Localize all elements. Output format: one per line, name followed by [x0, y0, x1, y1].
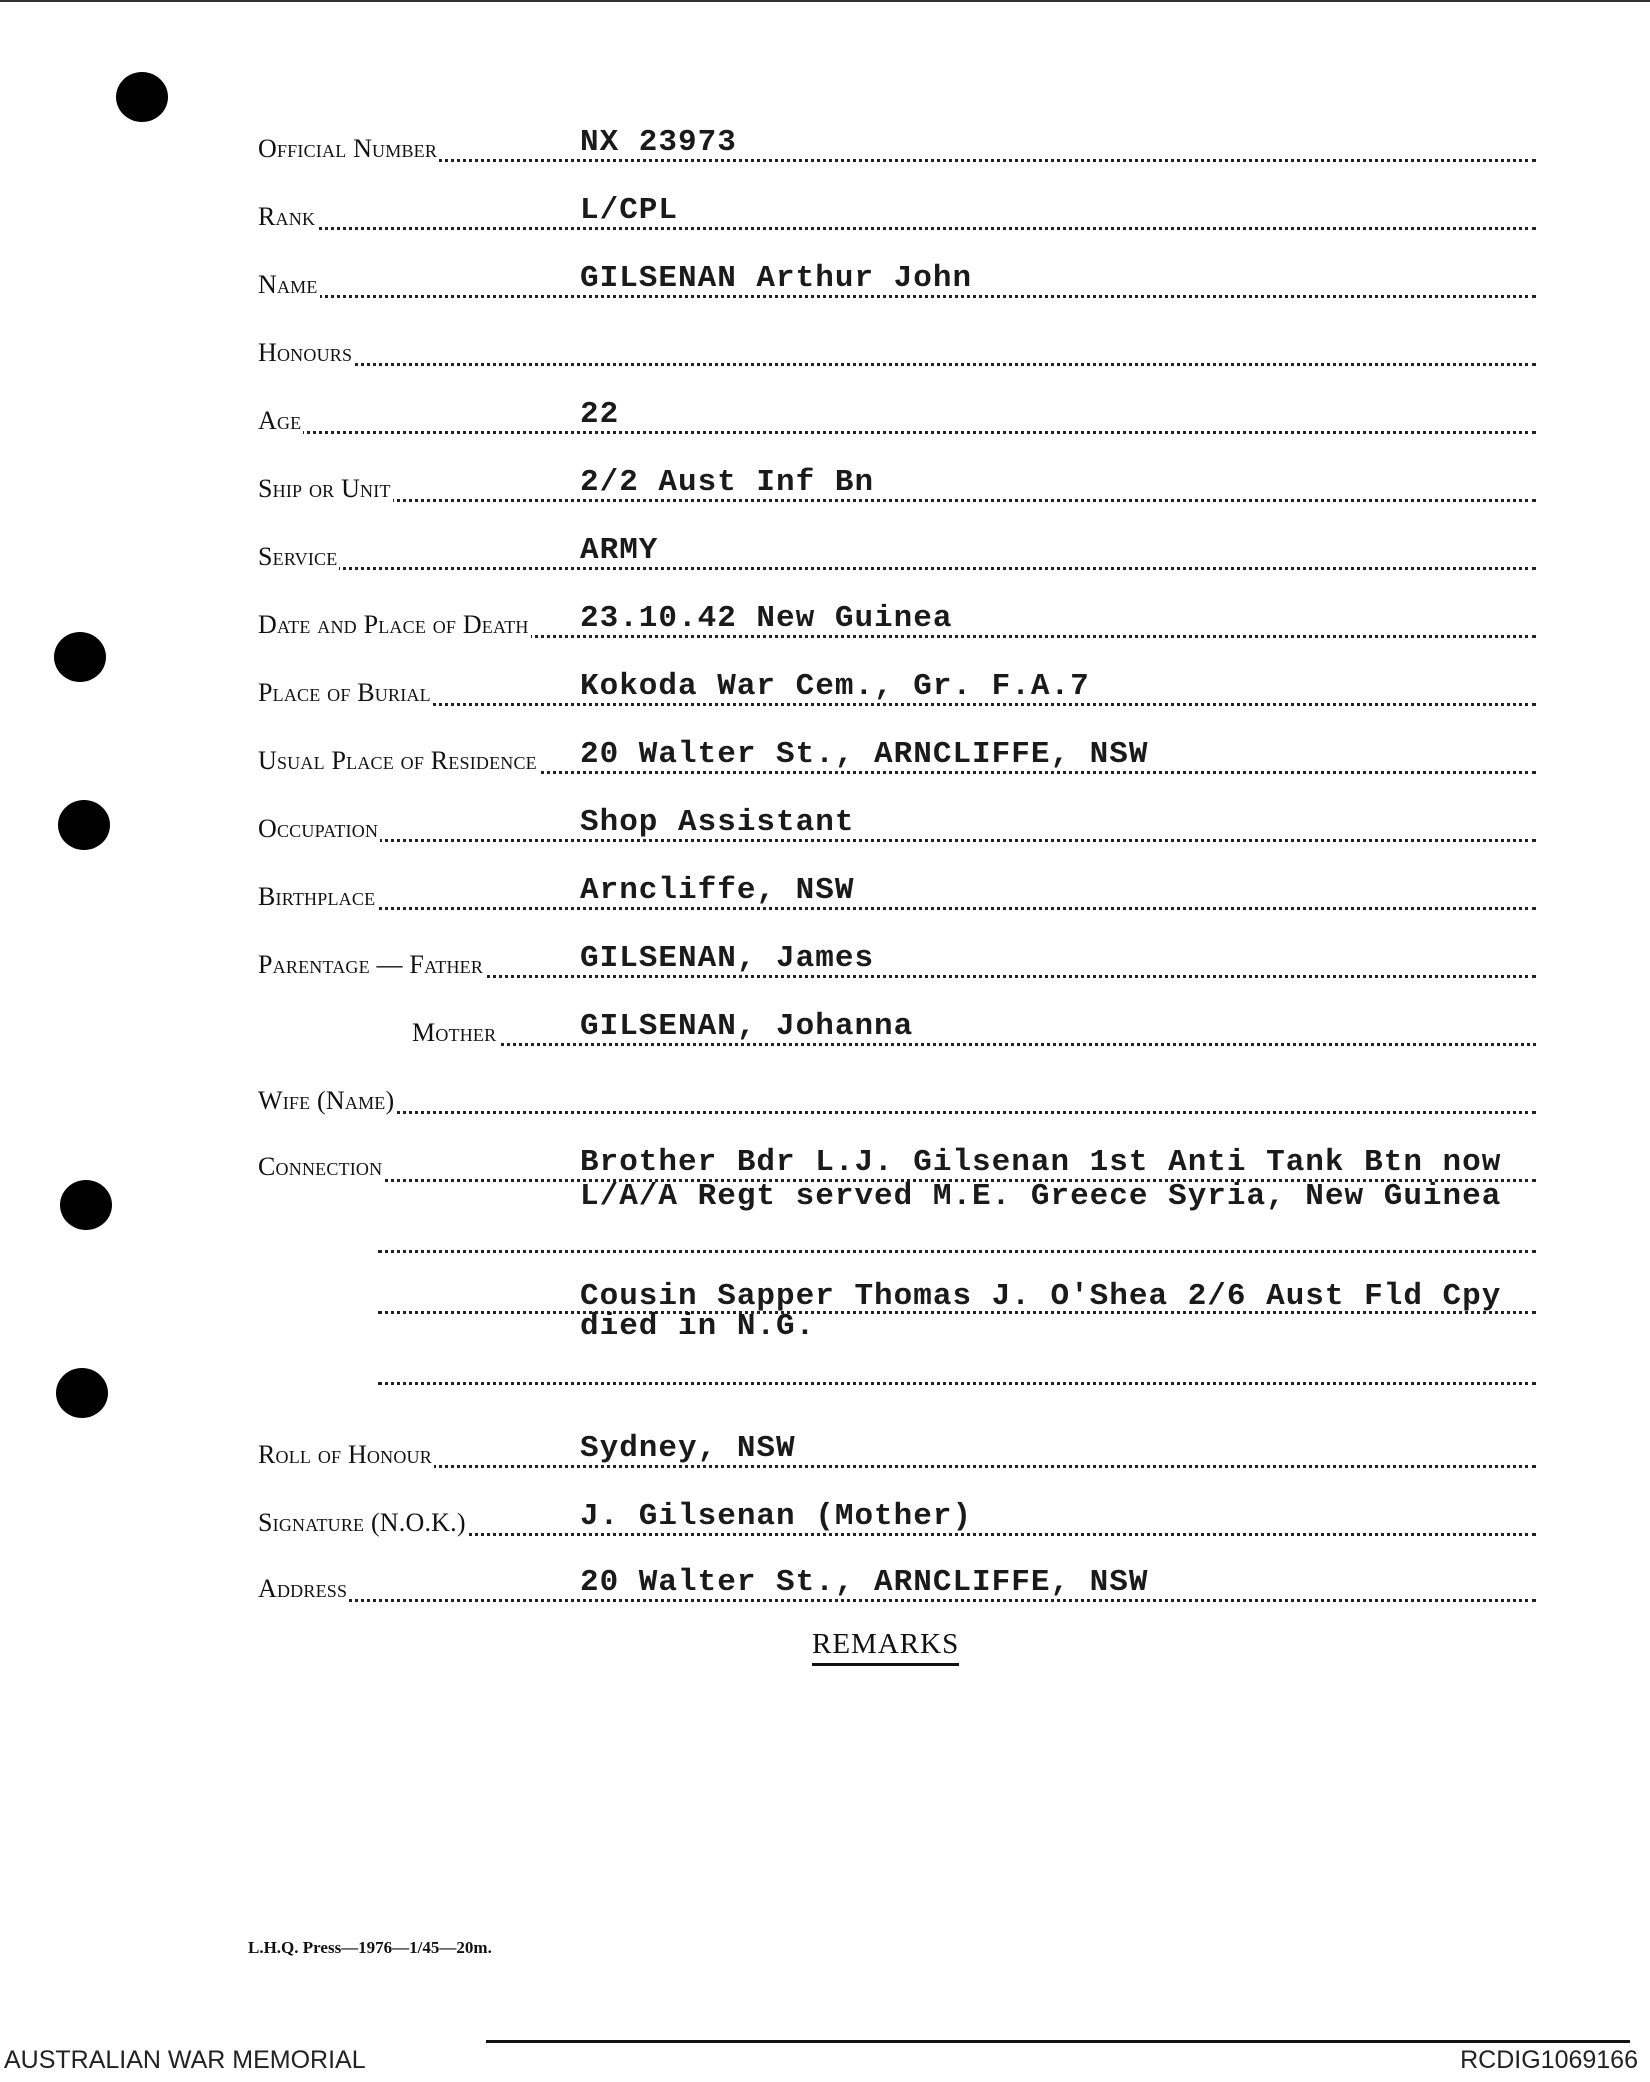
honours-label: Honours [258, 338, 353, 367]
unit-row [258, 450, 1536, 510]
dotted-rule [258, 495, 1536, 502]
name-row [258, 246, 1536, 306]
connection-line-3: Cousin Sapper Thomas J. O'Shea 2/6 Aust Fld Cpy [580, 1279, 1502, 1314]
unit-value: 2/2 Aust Inf Bn [580, 465, 875, 500]
scan-edge-line [0, 0, 1650, 2]
birthplace-label: Birthplace [258, 882, 376, 911]
dotted-rule [258, 1461, 1536, 1468]
service-row [258, 518, 1536, 578]
death-row [258, 586, 1536, 646]
connection-line-2: L/A/A Regt served M.E. Greece Syria, New Guinea [580, 1179, 1502, 1214]
official-number-row [258, 110, 1536, 170]
dotted-rule [258, 155, 1536, 162]
punch-hole [58, 800, 110, 850]
dotted-rule [258, 223, 1536, 230]
father-row [258, 926, 1536, 986]
rank-row [258, 178, 1536, 238]
connection-cousin-row [258, 1262, 1536, 1372]
connection-row [258, 1130, 1536, 1240]
wife-row [258, 1062, 1536, 1122]
signature-label: Signature (N.O.K.) [258, 1508, 466, 1537]
punch-hole [60, 1180, 112, 1230]
father-label: Parentage — Father [258, 950, 484, 979]
signature-row [258, 1484, 1536, 1544]
birthplace-value: Arncliffe, NSW [580, 873, 855, 908]
official-number-value: NX 23973 [580, 125, 737, 160]
unit-label: Ship or Unit [258, 474, 391, 503]
dotted-rule [258, 563, 1536, 570]
remarks-heading: REMARKS [812, 1628, 959, 1666]
rank-label: Rank [258, 202, 316, 231]
burial-value: Kokoda War Cem., Gr. F.A.7 [580, 669, 1090, 704]
punch-hole [54, 632, 106, 682]
age-row [258, 382, 1536, 442]
connection-label: Connection [258, 1152, 383, 1181]
footer-rule [486, 2040, 1630, 2043]
dotted-rule [258, 903, 1536, 910]
footer-archive-name: AUSTRALIAN WAR MEMORIAL [4, 2046, 366, 2074]
punch-hole [116, 72, 168, 122]
wife-label: Wife (Name) [258, 1086, 395, 1115]
printer-imprint: L.H.Q. Press—1976—1/45—20m. [248, 1938, 492, 1957]
address-value: 20 Walter St., ARNCLIFFE, NSW [580, 1565, 1149, 1600]
mother-label: Mother [412, 1018, 497, 1047]
address-label: Address [258, 1574, 348, 1603]
roll-of-honour-label: Roll of Honour [258, 1440, 432, 1469]
address-row [258, 1550, 1536, 1610]
dotted-rule [378, 1378, 1536, 1385]
honours-row [258, 314, 1536, 374]
official-number-label: Official Number [258, 134, 438, 163]
father-value: GILSENAN, James [580, 941, 875, 976]
occupation-label: Occupation [258, 814, 379, 843]
residence-value: 20 Walter St., ARNCLIFFE, NSW [580, 737, 1149, 772]
mother-row [412, 994, 1536, 1054]
death-label: Date and Place of Death [258, 610, 529, 639]
name-value: GILSENAN Arthur John [580, 261, 973, 296]
occupation-value: Shop Assistant [580, 805, 855, 840]
connection-line-1: Brother Bdr L.J. Gilsenan 1st Anti Tank Btn now [580, 1145, 1502, 1180]
burial-label: Place of Burial [258, 678, 431, 707]
birthplace-row [258, 858, 1536, 918]
dotted-rule [258, 835, 1536, 842]
age-label: Age [258, 406, 302, 435]
burial-row [258, 654, 1536, 714]
name-label: Name [258, 270, 318, 299]
service-label: Service [258, 542, 338, 571]
dotted-rule [258, 427, 1536, 434]
connection-line-4: died in N.G. [580, 1309, 816, 1344]
dotted-rule [378, 1246, 1536, 1253]
occupation-row [258, 790, 1536, 850]
service-value: ARMY [580, 533, 659, 568]
dotted-rule [258, 1107, 1536, 1114]
signature-value: J. Gilsenan (Mother) [580, 1499, 973, 1534]
death-value: 23.10.42 New Guinea [580, 601, 953, 636]
mother-value: GILSENAN, Johanna [580, 1009, 914, 1044]
punch-hole [56, 1368, 108, 1418]
age-value: 22 [580, 397, 620, 432]
residence-label: Usual Place of Residence [258, 746, 537, 775]
footer-record-id: RCDIG1069166 [1460, 2046, 1638, 2074]
roll-of-honour-value: Sydney, NSW [580, 1431, 796, 1466]
rank-value: L/CPL [580, 193, 679, 228]
dotted-rule [258, 359, 1536, 366]
roll-of-honour-row [258, 1416, 1536, 1476]
residence-row [258, 722, 1536, 782]
